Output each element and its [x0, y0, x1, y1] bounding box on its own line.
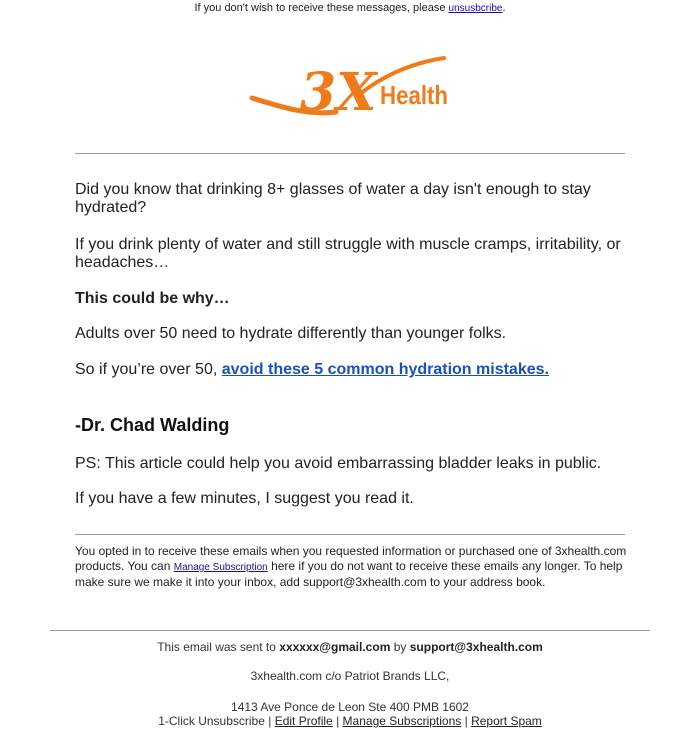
- address-line: 1413 Ave Ponce de Leon Ste 400 PMB 1602: [231, 700, 469, 714]
- divider-top: [75, 153, 625, 154]
- divider-bottom: [50, 630, 650, 631]
- paragraph-adults: Adults over 50 need to hydrate differently than younger folks.: [75, 325, 507, 342]
- edit-profile-link[interactable]: Edit Profile: [274, 714, 333, 728]
- unsubscribe-notice: [0, 2, 700, 14]
- footer-separator: |: [464, 714, 468, 728]
- signature: -Dr. Chad Walding: [75, 415, 230, 435]
- company-line: 3xhealth.com c/o Patriot Brands LLC,: [250, 669, 450, 683]
- paragraph-cta: [75, 361, 625, 379]
- brand-logo: [248, 50, 458, 128]
- cta-prefix: So if you’re over 50,: [75, 361, 218, 378]
- sent-by: by: [393, 640, 407, 654]
- manage-subscriptions-link[interactable]: Manage Subscriptions: [342, 714, 462, 728]
- divider-middle: [75, 534, 625, 535]
- hydration-mistakes-link[interactable]: avoid these 5 common hydration mistakes.: [221, 361, 549, 378]
- brand-logo-graphic: [248, 50, 458, 128]
- paragraph-read: If you have a few minutes, I suggest you read it.: [75, 490, 414, 507]
- manage-subscription-link[interactable]: Manage Subscription: [173, 562, 268, 573]
- optin-text-2: here if you do not want to receive these emails any longer. To help make sure we make it into your inbox, add support@3xhealth.com to your address book.: [75, 559, 623, 589]
- why-heading: This could be why…: [75, 290, 230, 307]
- logo-health-text: Health: [380, 80, 448, 110]
- unsubscribe-notice-end: .: [502, 2, 506, 14]
- sender-email: support@3xhealth.com: [409, 640, 543, 654]
- one-click-unsubscribe[interactable]: 1-Click Unsubscribe: [158, 714, 265, 728]
- optin-text-1: You opted in to receive these emails when you requested information or purchased one of 3xhealth.com products. You can: [75, 544, 627, 573]
- paragraph-why: [75, 290, 625, 308]
- paragraph-symptoms: If you drink plenty of water and still struggle with muscle cramps, irritability, or headaches…: [75, 236, 621, 271]
- footer-links: [0, 714, 700, 728]
- paragraph-ps: PS: This article could help you avoid embarrassing bladder leaks in public.: [75, 455, 602, 472]
- report-spam-link[interactable]: Report Spam: [471, 714, 542, 728]
- optin-notice: [75, 544, 630, 590]
- unsubscribe-notice-text: If you don't wish to receive these messages, please: [194, 2, 446, 14]
- paragraph-water: Did you know that drinking 8+ glasses of water a day isn't enough to stay hydrated?: [75, 181, 591, 216]
- footer-separator: |: [268, 714, 272, 728]
- footer-separator: |: [336, 714, 340, 728]
- unsubscribe-link[interactable]: unsusbcribe: [448, 3, 503, 14]
- recipient-email: xxxxxx@gmail.com: [279, 640, 391, 654]
- sent-prefix: This email was sent to: [157, 640, 276, 654]
- logo-3x-text: 3X: [300, 62, 377, 123]
- sent-to-line: [0, 640, 700, 654]
